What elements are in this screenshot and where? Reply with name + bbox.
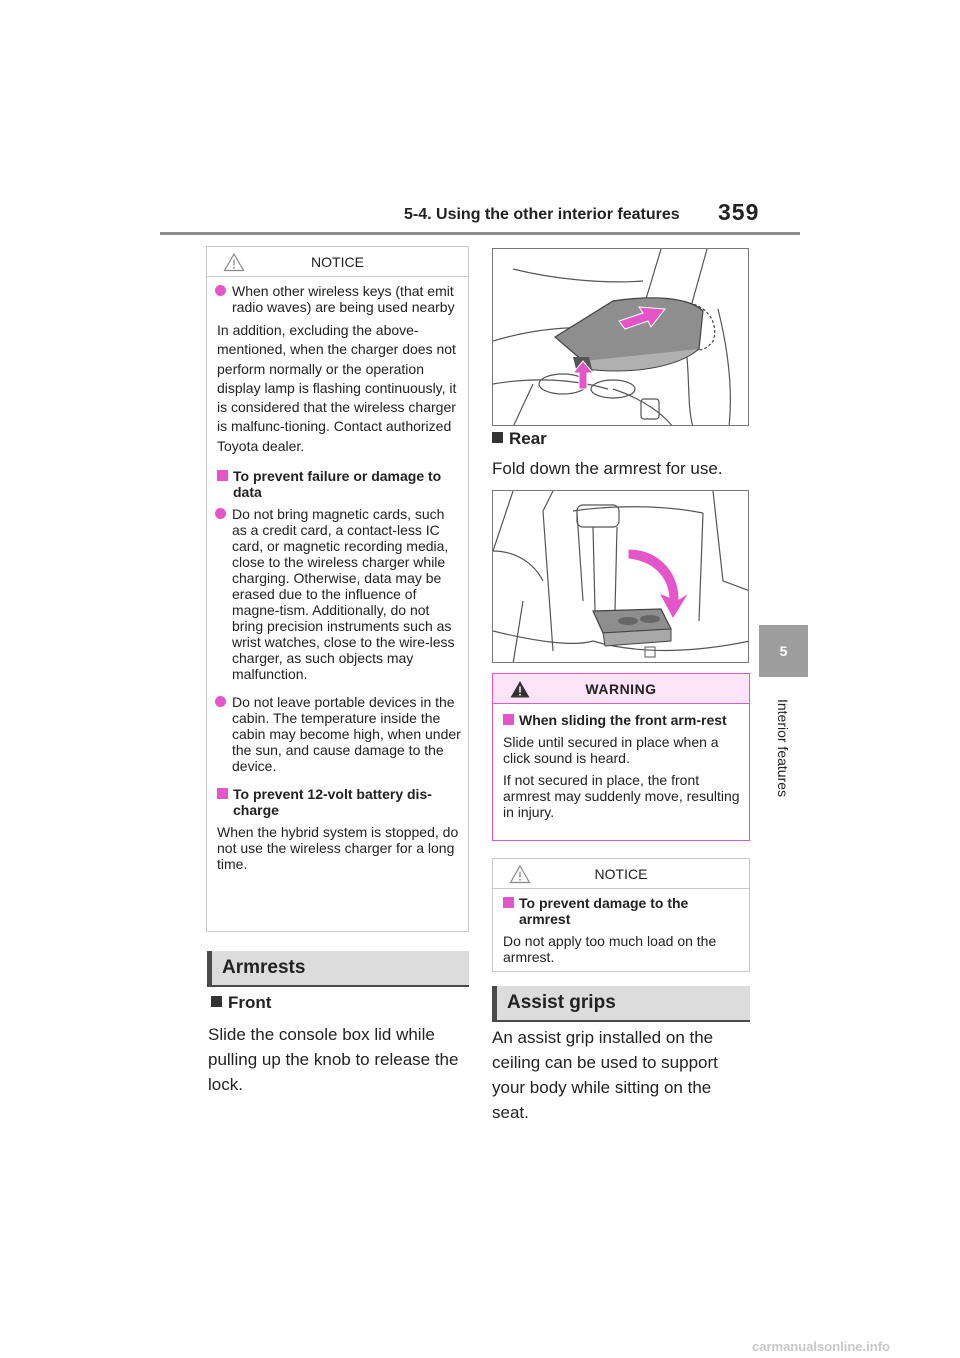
section-underline — [207, 985, 469, 987]
notice-subheading: To prevent 12-volt battery dis-charge — [217, 786, 462, 818]
warning-triangle-icon — [509, 679, 531, 699]
front-armrest-drawing — [493, 249, 749, 426]
square-bullet-icon — [217, 788, 228, 799]
page-number: 359 — [718, 199, 760, 225]
rear-armrest-illustration — [492, 490, 749, 663]
warning-paragraph: Slide until secured in place when a click sound is heard. — [503, 734, 719, 766]
caution-triangle-icon — [509, 864, 531, 884]
notice-bullet: Do not bring magnetic cards, such as a credit card, a contact-less IC card, or magnetic recording media, close to the wireless charger while charging. Otherwise, data may be erased due to the influence of magne-tism. Additionally, do not bring precision instruments such as wrist watches, close to the wire-less charger, as such objects may malfunction. — [217, 506, 462, 682]
chapter-tab: 5 — [759, 625, 808, 677]
caution-triangle-icon — [223, 252, 245, 272]
notice-paragraph: When the hybrid system is stopped, do not use the wireless charger for a long time. — [217, 824, 459, 873]
bullet-icon — [215, 508, 226, 519]
front-instructions: Slide the console box lid while pulling up the knob to release the lock. — [208, 1025, 459, 1094]
notice-header — [207, 247, 468, 277]
front-heading: Front — [211, 993, 271, 1013]
notice-bullet: Do not leave portable devices in the cabin. The temperature inside the cabin may become high, when under the sun, and cause damage to the device. — [217, 694, 462, 774]
square-bullet-icon — [503, 897, 514, 908]
assist-grips-heading: Assist grips — [492, 986, 750, 1020]
chapter-title: Interior features — [775, 698, 791, 798]
armrests-heading: Armrests — [207, 951, 469, 985]
notice-title: NOTICE — [594, 865, 648, 882]
watermark: carmanualsonline.info — [752, 1339, 890, 1354]
rear-armrest-drawing — [493, 491, 749, 663]
notice-paragraph: Do not apply too much load on the armrest. — [503, 933, 717, 965]
bullet-icon — [215, 696, 226, 707]
rear-instructions: Fold down the armrest for use. — [492, 459, 723, 478]
warning-subheading: When sliding the front arm-rest — [503, 712, 743, 728]
section-underline — [492, 1020, 750, 1022]
front-armrest-illustration — [492, 248, 749, 426]
notice-paragraph: In addition, excluding the above-mentioned, when the charger does not perform normally or the operation display lamp is flashing continuously, it is considered that the wireless charger is malfunc-tioning. Contact authorized Toyota dealer. — [217, 322, 457, 454]
chapter-label — [761, 690, 805, 806]
notice-box — [492, 858, 750, 972]
notice-box — [206, 246, 469, 932]
rear-heading: Rear — [492, 429, 547, 449]
notice-bullet: When other wireless keys (that emit radio waves) are being used nearby — [217, 283, 462, 315]
square-bullet-icon — [503, 714, 514, 725]
header-divider — [160, 232, 800, 235]
square-bullet-icon — [492, 432, 503, 443]
notice-title: NOTICE — [311, 253, 364, 270]
notice-subheading: To prevent failure or damage to data — [217, 468, 462, 500]
warning-paragraph: If not secured in place, the front armrest may suddenly move, resulting in injury. — [503, 772, 740, 820]
warning-title: WARNING — [585, 680, 657, 697]
bullet-icon — [215, 285, 226, 296]
warning-header — [493, 674, 749, 704]
notice-header — [493, 859, 749, 889]
notice-subheading: To prevent damage to the armrest — [503, 895, 743, 927]
section-title: 5-4. Using the other interior features — [404, 206, 680, 223]
square-bullet-icon — [217, 470, 228, 481]
warning-box — [492, 673, 750, 841]
square-bullet-icon — [211, 996, 222, 1007]
assist-grips-text: An assist grip installed on the ceiling can be used to support your body while sitting on the seat. — [492, 1028, 718, 1122]
